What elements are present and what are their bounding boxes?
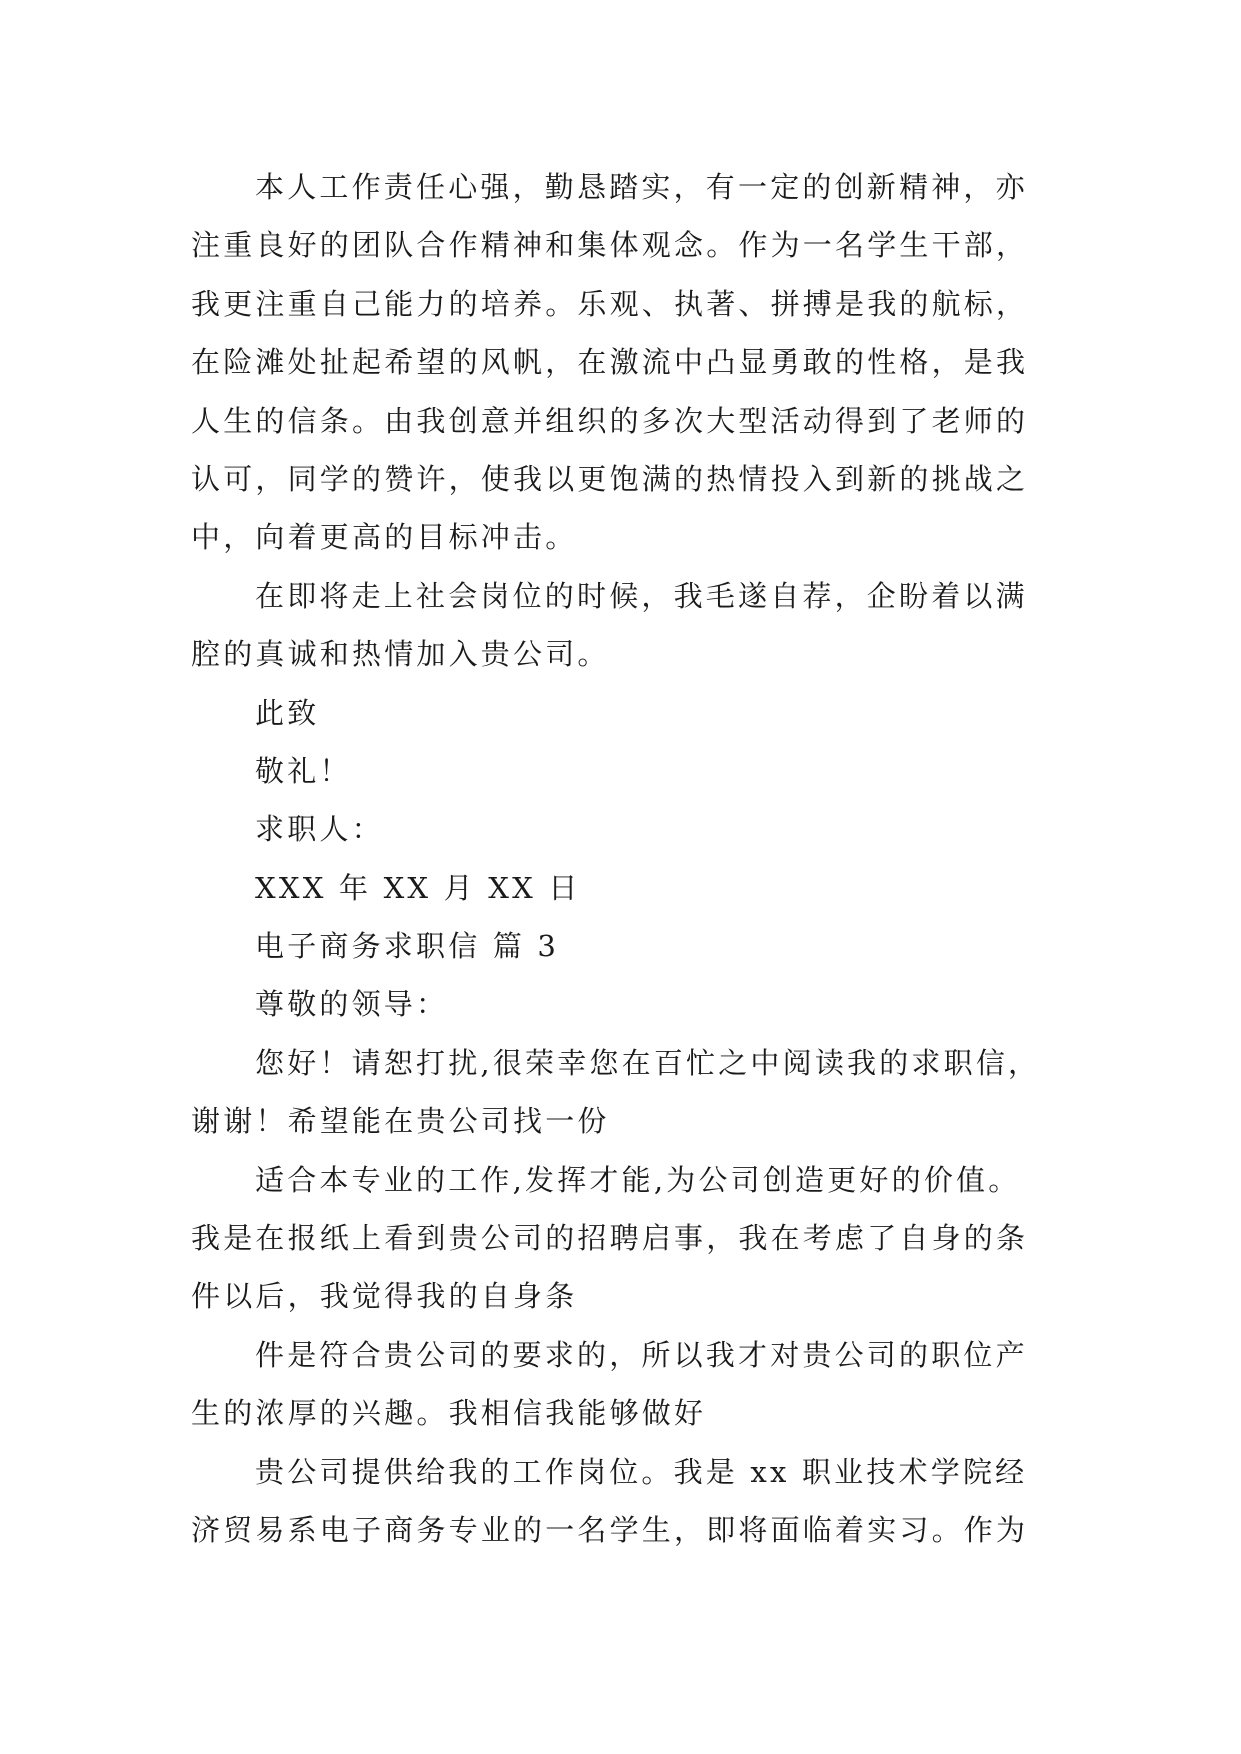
- text-line: 尊敬的领导：: [255, 987, 449, 1022]
- text-line: 注重良好的团队合作精神和集体观念。作为一名学生干部，: [191, 228, 1029, 263]
- text-line: XXX 年 XX 月 XX 日: [255, 870, 581, 905]
- text-line: 我更注重自己能力的培养。乐观、执著、拼搏是我的航标，: [191, 286, 1029, 321]
- text-line: 济贸易系电子商务专业的一名学生，即将面临着实习。作为: [191, 1512, 1029, 1547]
- text-line: 中，向着更高的目标冲击。: [191, 520, 578, 555]
- text-line: 生的浓厚的兴趣。我相信我能够做好: [191, 1396, 707, 1431]
- text-line: 电子商务求职信 篇 3: [255, 929, 560, 964]
- text-line: 件以后，我觉得我的自身条: [191, 1279, 578, 1314]
- text-line: 在险滩处扯起希望的风帆，在激流中凸显勇敢的性格，是我: [191, 345, 1029, 380]
- text-line: 适合本专业的工作,发挥才能,为公司创造更好的价值。: [255, 1162, 1021, 1197]
- text-line: 此致: [255, 695, 320, 730]
- text-line: 认可，同学的赞许，使我以更饱满的热情投入到新的挑战之: [191, 461, 1029, 496]
- text-line: 敬礼！: [255, 753, 352, 788]
- text-line: 腔的真诚和热情加入贵公司。: [191, 637, 610, 672]
- letter-body: [191, 158, 1061, 1559]
- text-line: 本人工作责任心强，勤恳踏实，有一定的创新精神，亦: [255, 170, 1028, 204]
- text-line: 件是符合贵公司的要求的，所以我才对贵公司的职位产: [255, 1337, 1028, 1372]
- text-line: 谢谢！希望能在贵公司找一份: [191, 1104, 610, 1139]
- text-line: 人生的信条。由我创意并组织的多次大型活动得到了老师的: [191, 403, 1029, 438]
- text-line: 在即将走上社会岗位的时候，我毛遂自荐，企盼着以满: [255, 578, 1028, 613]
- text-line: 贵公司提供给我的工作岗位。我是 xx 职业技术学院经: [255, 1454, 1028, 1489]
- text-line: 您好！请恕打扰,很荣幸您在百忙之中阅读我的求职信，: [255, 1045, 1041, 1080]
- text-line: 我是在报纸上看到贵公司的招聘启事，我在考虑了自身的条: [191, 1221, 1029, 1256]
- text-line: 求职人：: [255, 812, 384, 847]
